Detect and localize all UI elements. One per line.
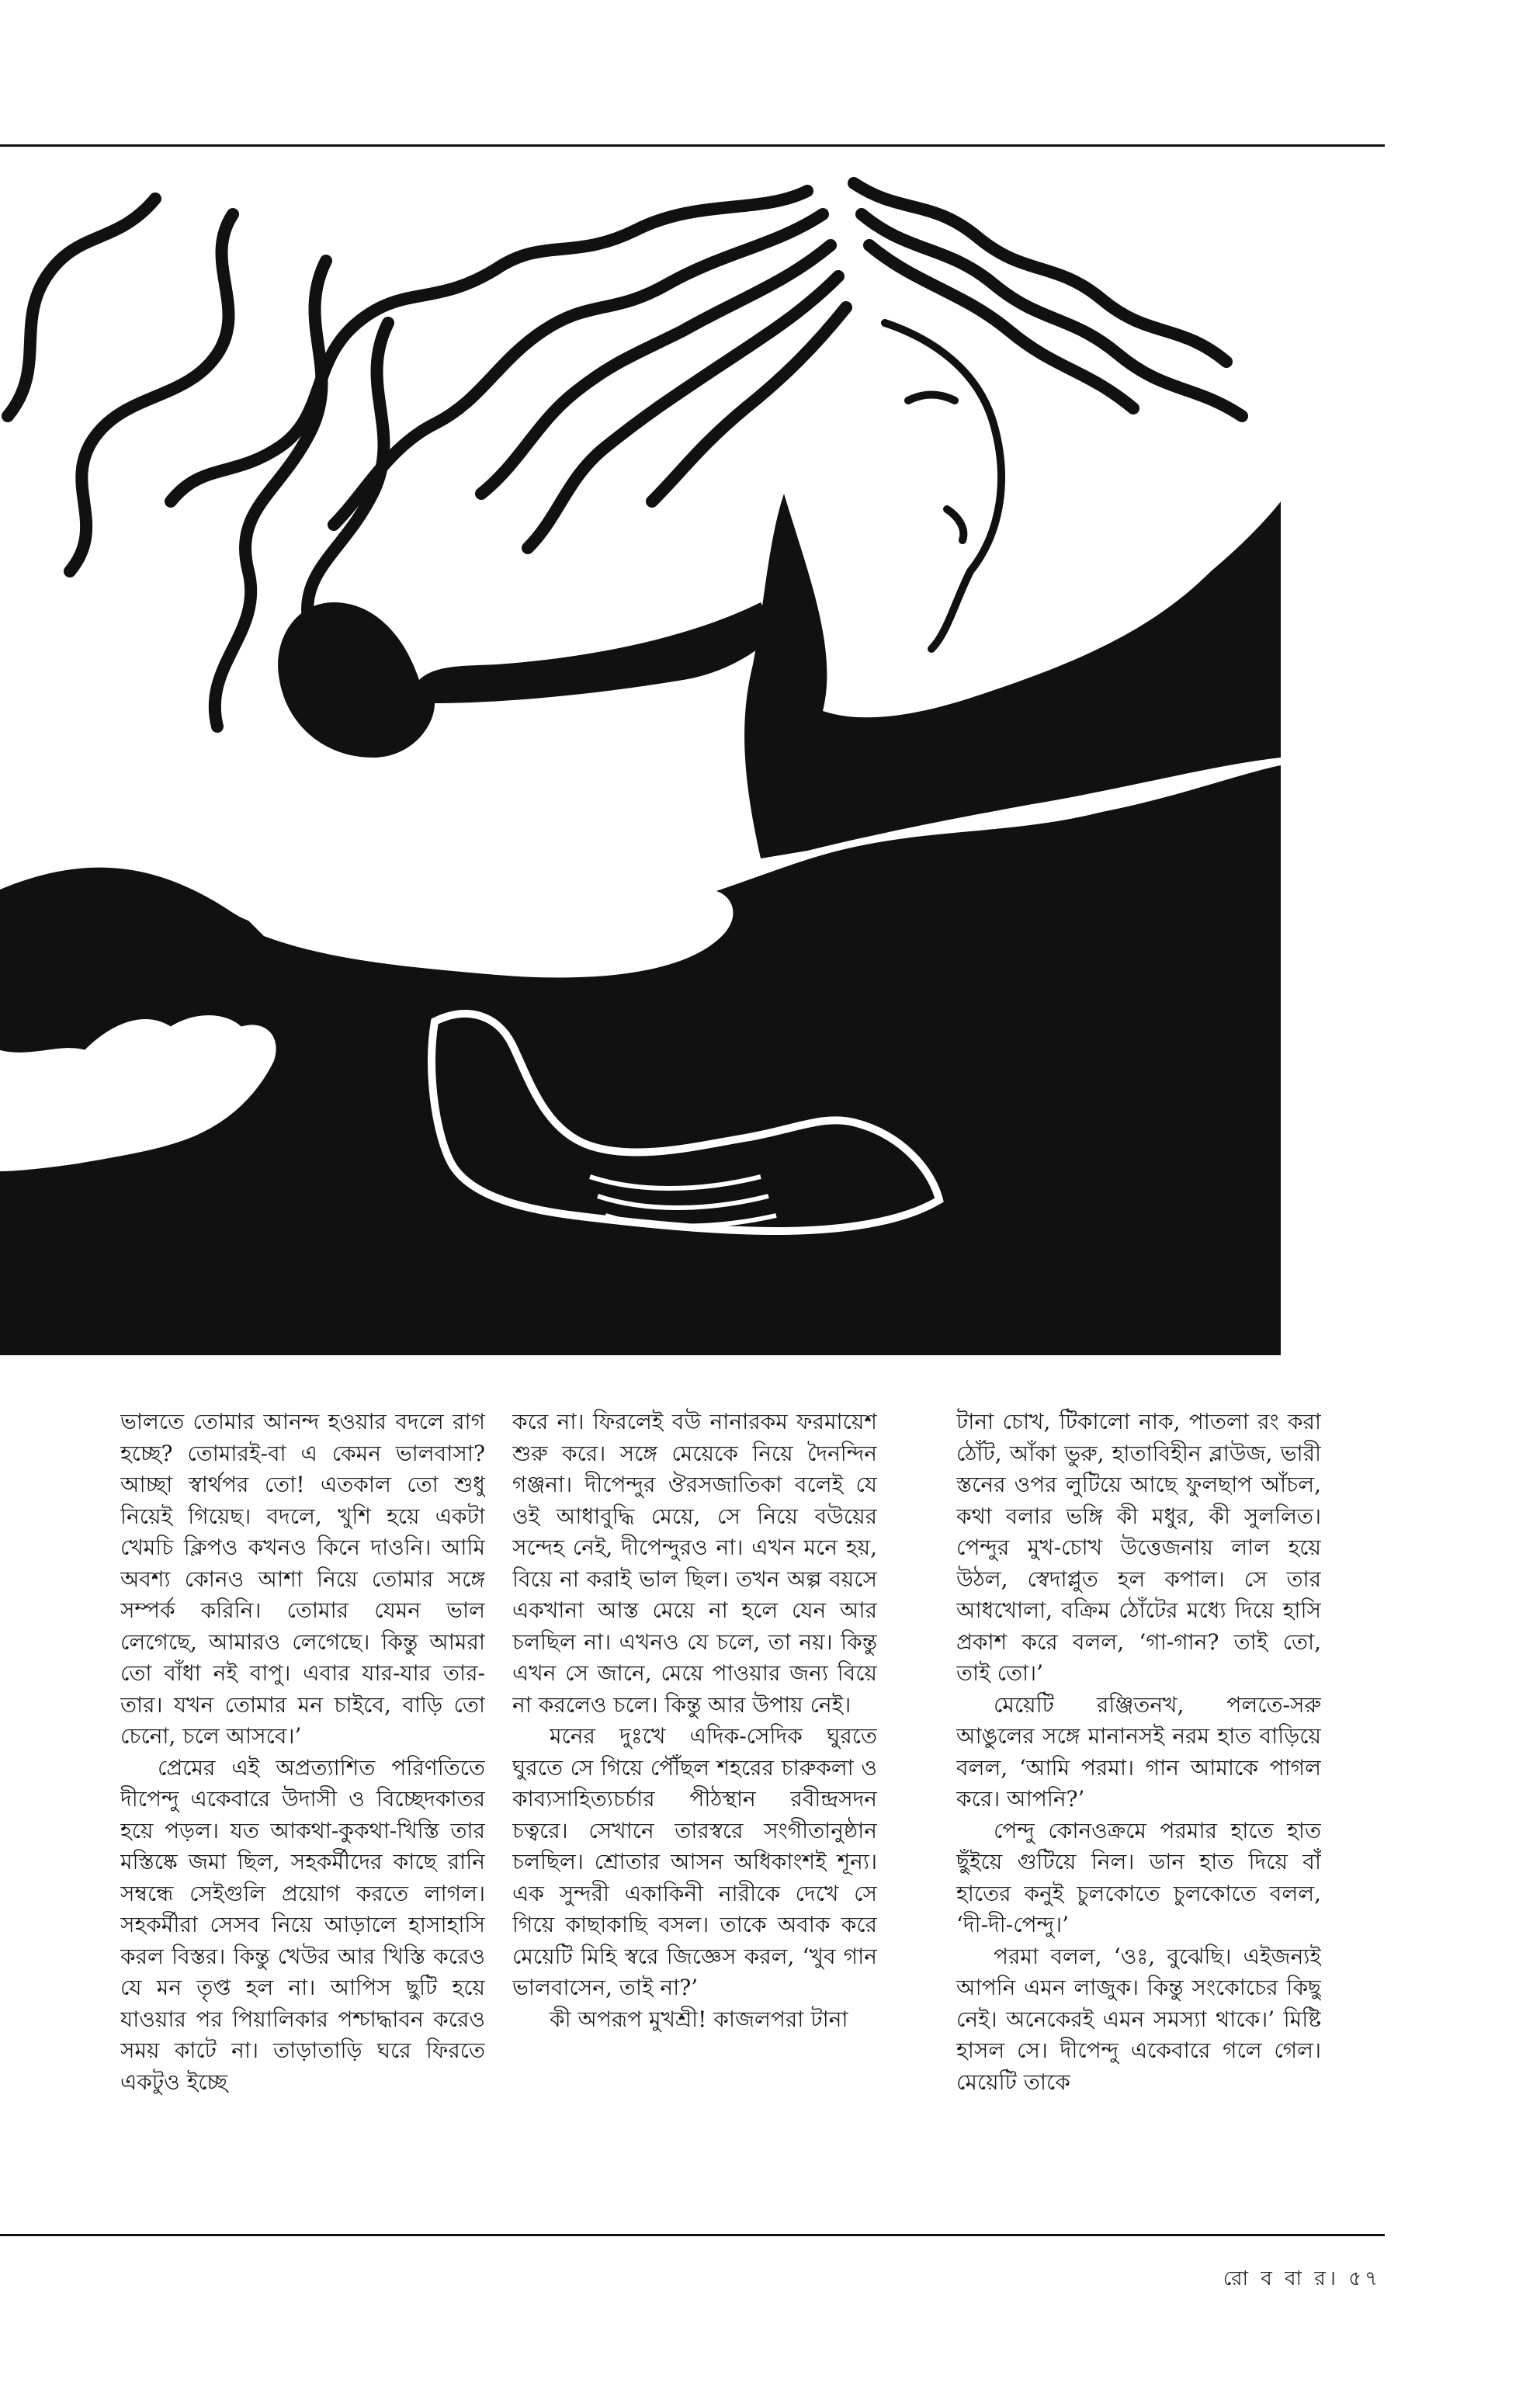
story-illustration	[0, 168, 1281, 1355]
paragraph: প্রেমের এই অপ্রত্যাশিত পরিণতিতে দীপেন্দু একেবারে উদাসী ও বিচ্ছেদকাতর হয়ে পড়ল। যত আকথা-কুকথা-খিস্তি তার মস্তিষ্কে জমা ছিল, সহকর্মীদের কাছে রানি সম্বন্ধে সেইগুলি প্রয়োগ করতে লাগল। সহকর্মীরা সেসব নিয়ে আড়ালে হাসাহাসি করল বিস্তর। কিন্তু খেউর আর খিস্তি করেও যে মন তৃপ্ত হল না। আপিস ছুটি হয়ে যাওয়ার পর পিয়ালিকার পশ্চাদ্ধাবন করেও সময় কাটে না। তাড়াতাড়ি ঘরে ফিরতে একটুও ইচ্ছে	[120, 1754, 485, 2095]
text-column-3	[956, 1406, 1321, 2214]
hair-lines	[8, 183, 1242, 727]
bottom-rule	[0, 2234, 1385, 2236]
paragraph: পরমা বলল, ‘ওঃ, বুঝেছি। এইজন্যই আপনি এমন লাজুক। কিন্তু সংকোচের কিছু নেই। অনেকেরই এমন সমস্যা থাকে।’ মিষ্টি হাসল সে। দীপেন্দু একেবারে গলে গেল। মেয়েটি তাকে	[956, 1943, 1321, 2095]
top-rule	[0, 144, 1385, 147]
text-column-2	[512, 1406, 877, 2214]
paragraph: ভালতে তোমার আনন্দ হওয়ার বদলে রাগ হচ্ছে? তোমারই-বা এ কেমন ভালবাসা? আচ্ছা স্বার্থপর তো! এতকাল তো শুধু নিয়েই গিয়েছ। বদলে, খুশি হয়ে একটা খেমচি ক্লিপও কখনও কিনে দাওনি। আমি অবশ্য কোনও আশা নিয়ে তোমার সঙ্গে সম্পর্ক করিনি। তোমার যেমন ভাল লেগেছে, আমারও লেগেছে। কিন্তু আমরা তো বাঁধা নই বাপু। এবার যার-যার তার-তার। যখন তোমার মন চাইবে, বাড়ি তো চেনো, চলে আসবে।’	[120, 1409, 485, 1749]
paragraph: করে না। ফিরলেই বউ নানারকম ফরমায়েশ শুরু করে। সঙ্গে মেয়েকে নিয়ে দৈনন্দিন গঞ্জনা। দীপেন্দুর ঔরসজাতিকা বলেই যে ওই আধাবুদ্ধি মেয়ে, সে নিয়ে বউয়ের সন্দেহ নেই, দীপেন্দুরও না। এখন মনে হয়, বিয়ে না করাই ভাল ছিল। তখন অল্প বয়সে একখানা আস্ত মেয়ে না হলে যেন আর চলছিল না। এখনও যে চলে, তা নয়। কিন্তু এখন সে জানে, মেয়ে পাওয়ার জন্য বিয়ে না করলেও চলে। কিন্তু আর উপায় নেই।	[512, 1409, 877, 1718]
text-column-1	[120, 1406, 485, 2214]
face-outline	[885, 323, 1001, 649]
paragraph: মেয়েটি রঞ্জিতনখ, পলতে-সরু আঙুলের সঙ্গে মানানসই নরম হাত বাড়িয়ে বলল, ‘আমি পরমা। গান আমাকে পাগল করে। আপনি?’	[956, 1691, 1321, 1812]
illustration-artwork	[0, 168, 1281, 1355]
page-folio: রো ব বা র। ৫৭	[1223, 2267, 1381, 2291]
paragraph: কী অপরূপ মুখশ্রী! কাজলপরা টানা	[550, 2006, 848, 2032]
paragraph: টানা চোখ, টিকালো নাক, পাতলা রং করা ঠোঁট, আঁকা ভুরু, হাতাবিহীন ব্লাউজ, ভারী স্তনের ওপর লুটিয়ে আছে ফুলছাপ আঁচল, কথা বলার ভঙ্গি কী মধুর, কী সুললিত। পেন্দুর মুখ-চোখ উত্তেজনায় লাল হয়ে উঠল, স্বেদাপ্লুত হল কপাল। সে তার আধখোলা, বক্রিম ঠোঁটের মধ্যে দিয়ে হাসি প্রকাশ করে বলল, ‘গা-গান? তাই তো, তাই তো।’	[956, 1409, 1321, 1686]
paragraph: মনের দুঃখে এদিক-সেদিক ঘুরতে ঘুরতে সে গিয়ে পৌঁছল শহরের চারুকলা ও কাব্যসাহিত্যচর্চার পীঠস্থান রবীন্দ্রসদন চত্বরে। সেখানে তারস্বরে সংগীতানুষ্ঠান চলছিল। শ্রোতার আসন অধিকাংশই শূন্য। এক সুন্দরী একাকিনী নারীকে দেখে সে গিয়ে কাছাকাছি বসল। তাকে অবাক করে মেয়েটি মিহি স্বরে জিজ্ঞেস করল, ‘খুব গান ভালবাসেন, তাই না?’	[512, 1723, 877, 2000]
paragraph: পেন্দু কোনওক্রমে পরমার হাতে হাত ছুঁইয়ে গুটিয়ে নিল। ডান হাত দিয়ে বাঁ হাতের কনুই চুলকোতে চুলকোতে বলল, ‘দী-দী-পেন্দু।’	[956, 1817, 1321, 1937]
reaching-arm	[278, 602, 776, 758]
